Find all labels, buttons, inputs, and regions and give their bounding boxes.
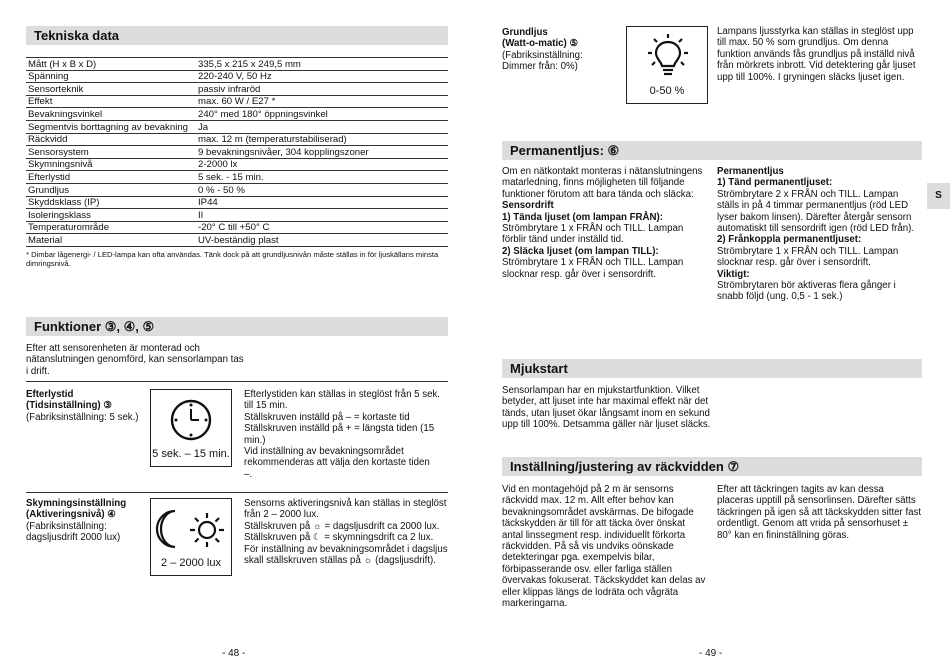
spec-key: Skyddsklass (IP) (26, 196, 196, 209)
spec-row (26, 196, 448, 209)
skymning-label (26, 498, 144, 544)
spec-row (26, 108, 448, 121)
permanent-heading: Permanentljus: ⑥ (502, 141, 922, 160)
grundljus-default-1: (Fabriksinställning: (502, 49, 583, 61)
grundljus-default-2: Dimmer från: 0%) (502, 61, 578, 73)
grundljus-label (502, 27, 617, 73)
spec-row (26, 120, 448, 133)
p2-text: Strömbrytare 1 x FRÅN och TILL. Lampan slocknar resp. går över i sensordrift. (717, 245, 899, 269)
clock-icon (169, 398, 213, 447)
p1-text: Strömbrytare 2 x FRÅN och TILL. Lampan ställs in på 4 timmar permanentljus (röd LED lyser bakom linsen). Därefter återgår sensorn automatiskt till sensordrift igen (röd LED från). (717, 188, 915, 235)
skymning-subtitle: (Aktiveringsnivå) ④ (26, 509, 116, 521)
spec-key: Effekt (26, 95, 196, 108)
s2-text: Strömbrytare 1 x FRÅN och TILL. Lampan slocknar resp. går över i sensordrift. (502, 257, 684, 280)
spec-row (26, 234, 448, 247)
spec-key: Bevakningsvinkel (26, 108, 196, 121)
page-number-right: - 49 - (699, 648, 723, 659)
efterlystid-text-2: Ställskruven inställd på – = kortaste tid (244, 411, 410, 423)
skymning-text-4: För inställning av bevakningsområdet i dagsljus skall ställskruven ställas på ☼ (dagsljusdrift). (244, 543, 448, 567)
spec-key: Sensorteknik (26, 83, 196, 96)
spec-value: 220-240 V, 50 Hz (196, 70, 448, 83)
s1-title: 1) Tända ljuset (om lampan FRÅN): (502, 211, 663, 223)
skymning-default-1: (Fabriksinställning: (26, 520, 107, 532)
spec-footnote: * Dimbar lågenergi- / LED-lampa kan ofta användas. Tänk dock på att grundljusnivån måste ställas in för ljuskällans minsta dimringsnivå. (26, 250, 439, 268)
permanent-right-col (717, 166, 923, 303)
spec-value: Ja (196, 120, 448, 133)
spec-row (26, 171, 448, 184)
spec-row (26, 209, 448, 222)
spec-row (26, 70, 448, 83)
spec-row (26, 58, 448, 71)
functions-intro: Efter att sensorenheten är monterad och nätanslutningen genomförd, kan sensorlampan tas i drift. (26, 343, 244, 377)
sensordrift-title: Sensordrift (502, 200, 554, 212)
lightbulb-icon (644, 33, 692, 84)
spec-row (26, 221, 448, 234)
spec-value: max. 12 m (temperaturstabiliserad) (196, 133, 448, 146)
mjukstart-text: Sensorlampan har en mjukstartfunktion. Vilket betyder, att ljuset inte har maximal effekt när det tänds, utan ljuset ökar långsamt inom en sekund upp till 100%. Detsamma gäller när ljuset släcks. (502, 385, 711, 431)
spec-value: 5 sek. - 15 min. (196, 171, 448, 184)
spec-key: Temperaturområde (26, 221, 196, 234)
spec-row (26, 83, 448, 96)
p2-title: 2) Frånkoppla permanentljuset: (717, 234, 862, 246)
perm-title: Permanentljus (717, 166, 784, 177)
grundljus-caption: 0-50 % (649, 85, 685, 98)
spec-value: -20° C till +50° C (196, 221, 448, 234)
permanent-left-col (502, 166, 704, 280)
spec-value: IP44 (196, 196, 448, 209)
efterlystid-label (26, 389, 144, 423)
page-number-left: - 48 - (222, 648, 246, 659)
spec-value: 0 % - 50 % (196, 183, 448, 196)
spec-value: 9 bevakningsnivåer, 304 kopplingszoner (196, 146, 448, 159)
spec-row (26, 133, 448, 146)
s1-text: Strömbrytare 1 x FRÅN och TILL. Lampan förblir tänd under inställd tid. (502, 223, 684, 246)
divider (26, 381, 448, 382)
skymning-default-2: dagsljusdrift 2000 lux) (26, 532, 121, 544)
spec-value: passiv infraröd (196, 83, 448, 96)
spec-value: 240° med 180° öppningsvinkel (196, 108, 448, 121)
efterlystid-text-4: Vid inställning av bevakningsområdet rekommenderas att välja den kortaste tiden –. (244, 446, 430, 480)
range-text-left: Vid en montagehöjd på 2 m är sensorns räckvidd max. 12 m. Allt efter behov kan bevakningsområdet avskärmas. De bifogade täckskydden är till för att täcka över önskat antal linssegment resp. individuellt förkorta räckvidden. På så vis undviks oönskade detekteringar pga. exempelvis bilar, förbipasserande osv. eller farliga ställen övervakas fokuserat. Täckskyddet kan delas av eller klippas längs de lodräta och vågräta markeringarna. (502, 484, 706, 610)
spec-row (26, 146, 448, 159)
spec-key: Efterlystid (26, 171, 196, 184)
moon-sun-icon (155, 507, 229, 558)
spec-key: Skymningsnivå (26, 158, 196, 171)
skymning-figure (150, 498, 232, 576)
spec-value: 335,5 x 215 x 249,5 mm (196, 58, 448, 71)
divider (26, 492, 448, 493)
skymning-text-2: Ställskruven på ☼ = dagsljusdrift ca 2000 lux. (244, 520, 440, 532)
efterlystid-text (244, 389, 440, 480)
spec-value: II (196, 209, 448, 222)
spec-key: Isoleringsklass (26, 209, 196, 222)
skymning-text-3: Ställskruven på ☾ = skymningsdrift ca 2 lux. (244, 532, 434, 544)
spec-row (26, 158, 448, 171)
permanent-intro: Om en nätkontakt monteras i nätanslutningens matarledning, finns möjligheten till följande funktioner förutom att bara tända och släcka: (502, 166, 703, 200)
spec-key: Material (26, 234, 196, 247)
spec-key: Mått (H x B x D) (26, 58, 196, 71)
viktigt-text: Strömbrytaren bör aktiveras flera gånger i snabb följd (ung. 0,5 - 1 sek.) (717, 280, 896, 303)
grundljus-figure (626, 26, 708, 104)
efterlystid-text-3: Ställskruven inställd på + = längsta tiden (15 min.) (244, 423, 435, 446)
tech-data-heading: Tekniska data (26, 26, 448, 45)
language-tab: S (927, 183, 950, 209)
efterlystid-subtitle: (Tidsinställning) ③ (26, 400, 113, 412)
range-text-right: Efter att täckringen tagits av kan dessa placeras upptill på sensorlinsen. Därefter sätts täckringen på igen så att täckskydden sitter fast ordentligt. Genom att vrida på sensorhuset ± 80° kan en fininställning göras. (717, 484, 922, 541)
skymning-text (244, 498, 448, 566)
efterlystid-text-1: Efterlystiden kan ställas in steglöst från 5 sek. till 15 min. (244, 389, 440, 412)
spec-key: Grundljus (26, 183, 196, 196)
efterlystid-title: Efterlystid (26, 389, 74, 400)
viktigt-title: Viktigt: (717, 268, 750, 280)
s2-title: 2) Släcka ljuset (om lampan TILL): (502, 245, 659, 257)
spec-row (26, 183, 448, 196)
skymning-title: Skymningsinställning (26, 498, 127, 509)
grundljus-text: Lampans ljusstyrka kan ställas in steglöst upp till max. 50 % som grundljus. Om denna funktion används fås grundljus på inställd nivå från mörkrets inbrott. Vid detektering går ljuset upp till 100%. I gryningen släcks ljuset igen. (717, 26, 916, 83)
spec-key: Segmentvis borttagning av bevakning (26, 120, 196, 133)
grundljus-title: Grundljus (502, 27, 548, 38)
efterlystid-caption: 5 sek. – 15 min. (152, 448, 230, 461)
skymning-caption: 2 – 2000 lux (161, 557, 221, 570)
range-heading: Inställning/justering av räckvidden ⑦ (502, 457, 922, 476)
spec-value: max. 60 W / E27 * (196, 95, 448, 108)
efterlystid-figure (150, 389, 232, 467)
spec-key: Sensorsystem (26, 146, 196, 159)
spec-value: 2-2000 lx (196, 158, 448, 171)
spec-table (26, 57, 448, 247)
spec-value: UV-beständig plast (196, 234, 448, 247)
spec-row (26, 95, 448, 108)
efterlystid-default: (Fabriksinställning: 5 sek.) (26, 411, 139, 423)
p1-title: 1) Tänd permanentljuset: (717, 177, 833, 189)
mjukstart-heading: Mjukstart (502, 359, 922, 378)
spec-key: Räckvidd (26, 133, 196, 146)
skymning-text-1: Sensorns aktiveringsnivå kan ställas in steglöst från 2 – 2000 lux. (244, 498, 447, 521)
grundljus-subtitle: (Watt-o-matic) ⑤ (502, 38, 579, 50)
spec-key: Spänning (26, 70, 196, 83)
functions-heading: Funktioner ③, ④, ⑤ (26, 317, 448, 336)
